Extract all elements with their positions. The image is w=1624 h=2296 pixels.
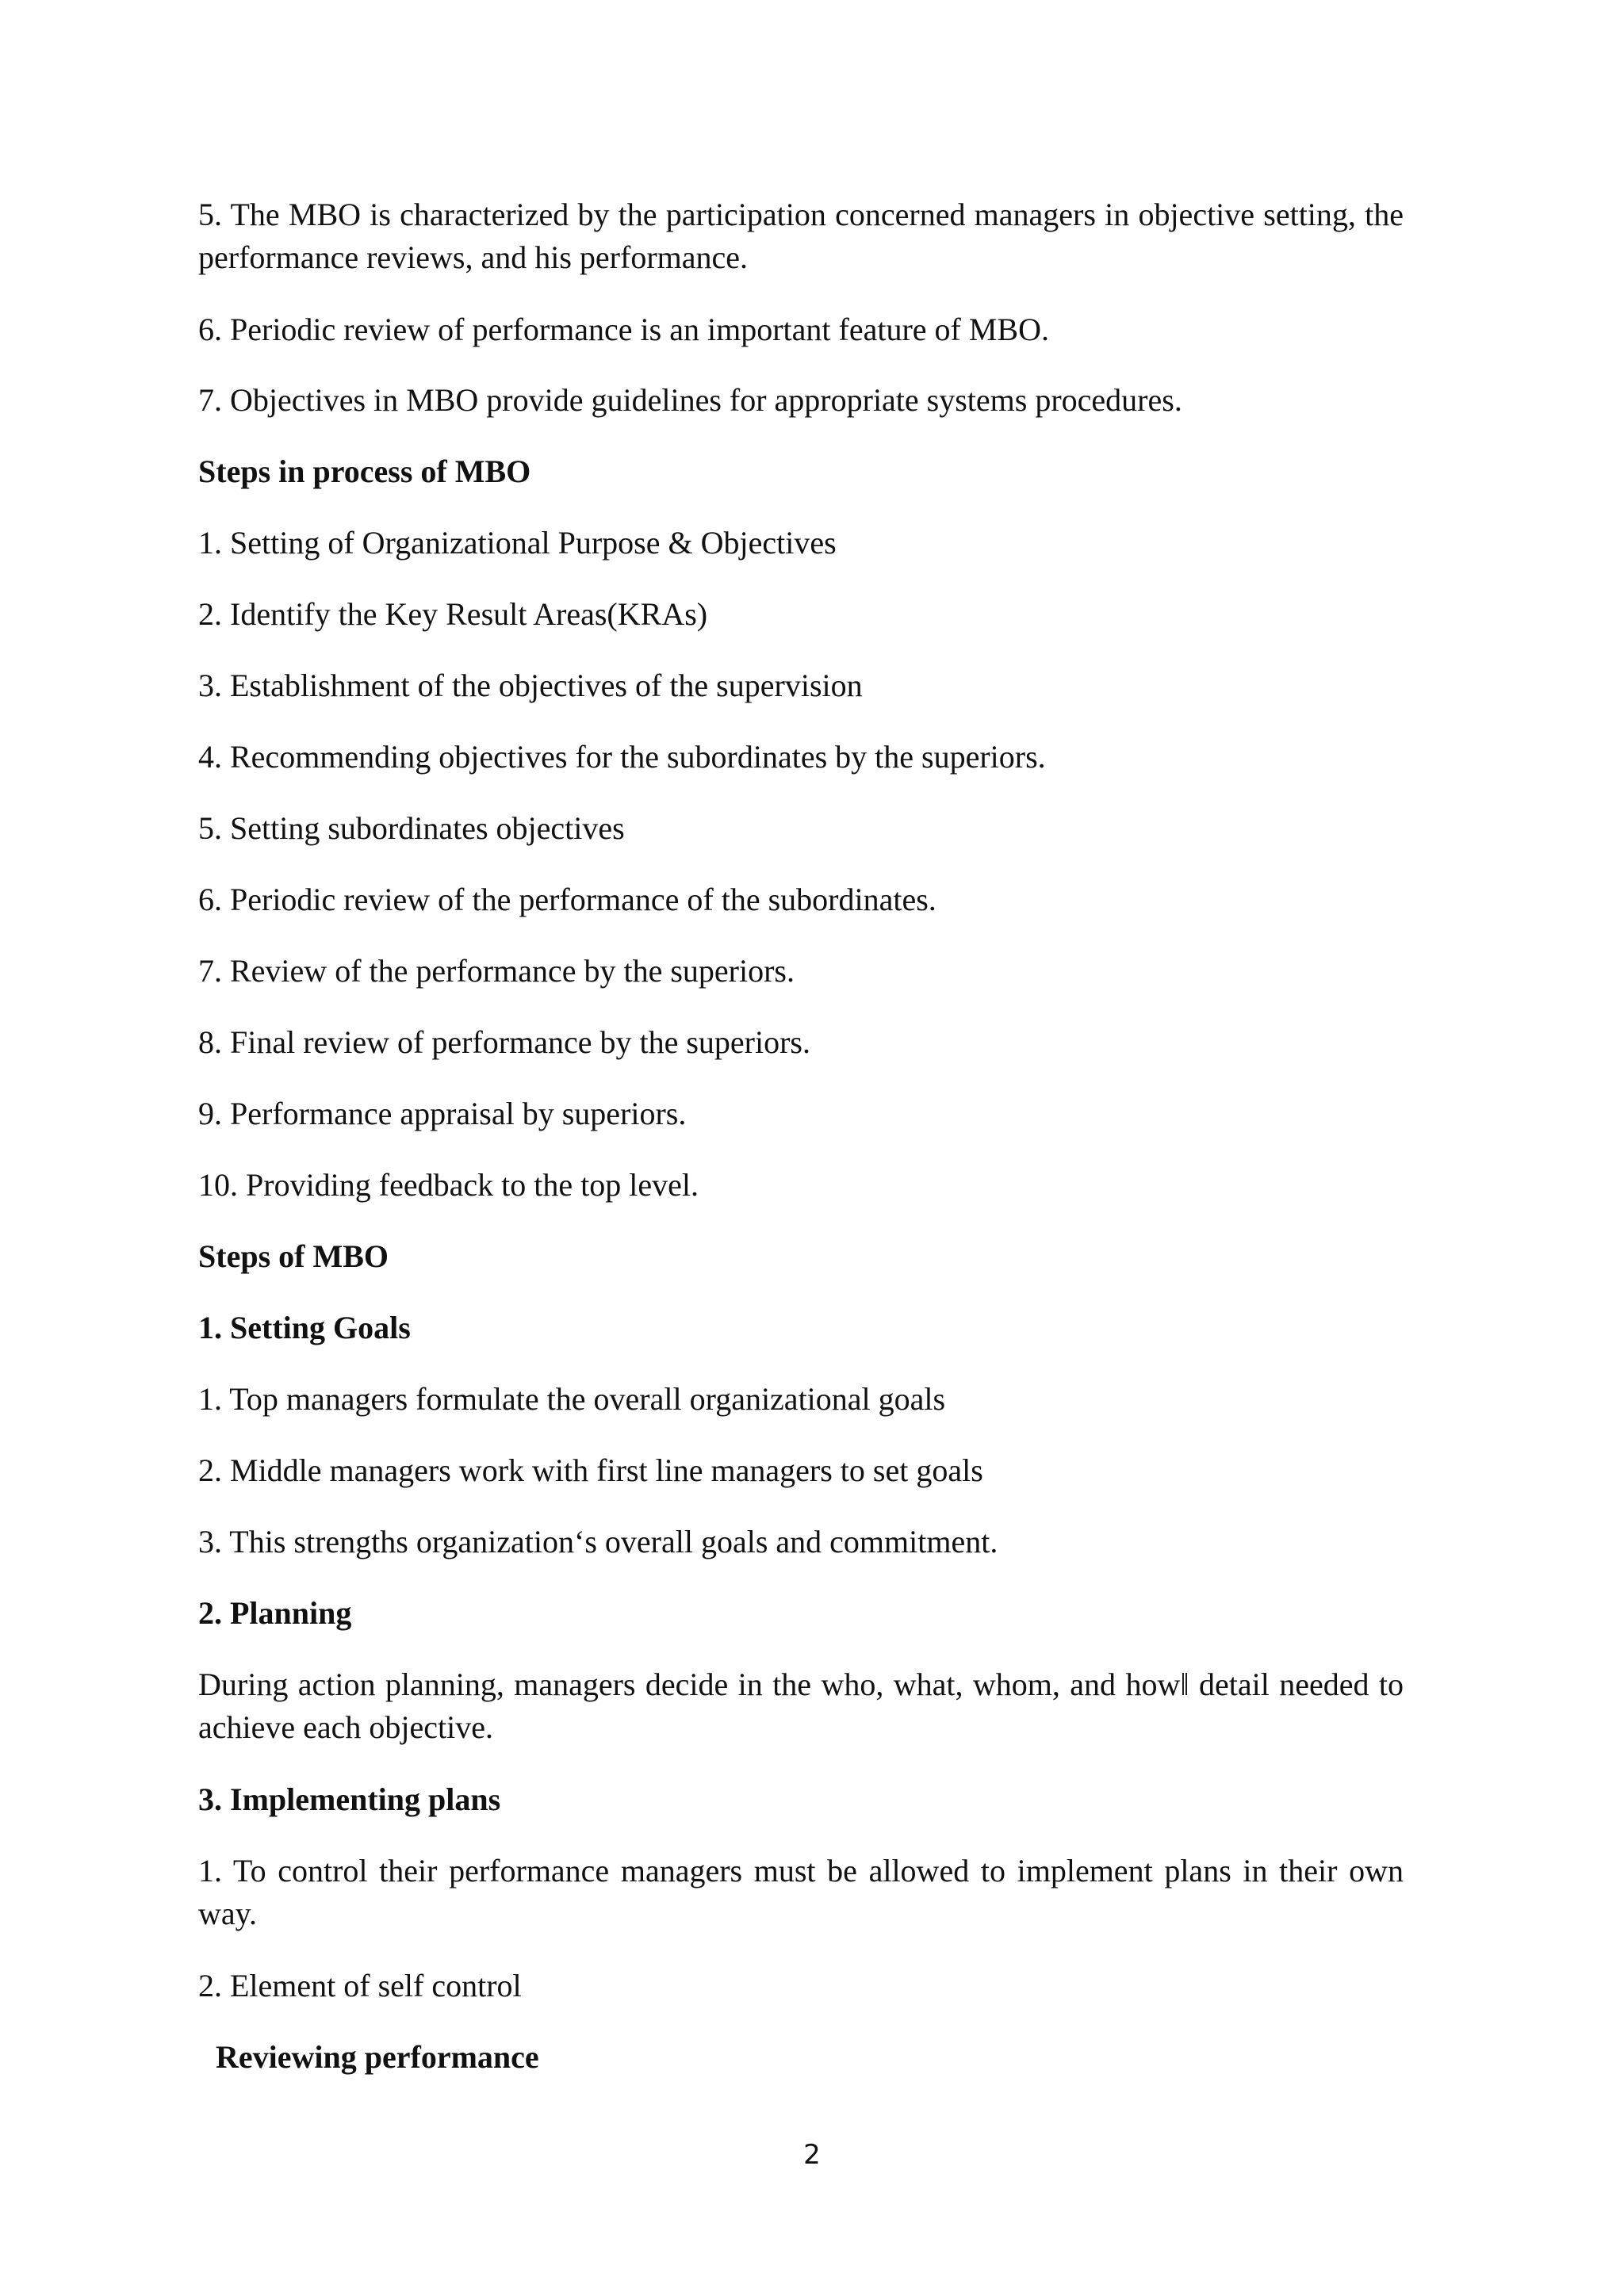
- process-step: 6. Periodic review of the performance of the subordinates.: [198, 882, 936, 917]
- setting-goals-item: 2. Middle managers work with first line managers to set goals: [198, 1452, 983, 1488]
- planning-heading: 2. Planning: [198, 1595, 352, 1631]
- process-step: 9. Performance appraisal by superiors.: [198, 1096, 687, 1131]
- setting-goals-item: 1. Top managers formulate the overall organizational goals: [198, 1381, 946, 1417]
- process-step: 10. Providing feedback to the top level.: [198, 1167, 699, 1203]
- process-step: 1. Setting of Organizational Purpose & Objectives: [198, 525, 837, 561]
- intro-point-5: 5. The MBO is characterized by the participation concerned managers in objective setting, the performance reviews, and his performance.: [198, 197, 1404, 275]
- implementing-item: 2. Element of self control: [198, 1968, 522, 2003]
- process-step: 5. Setting subordinates objectives: [198, 810, 625, 846]
- steps-of-mbo-heading: Steps of MBO: [198, 1238, 389, 1274]
- implementing-heading: 3. Implementing plans: [198, 1781, 501, 1817]
- intro-point-7: 7. Objectives in MBO provide guidelines for appropriate systems procedures.: [198, 382, 1182, 418]
- process-step: 3. Establishment of the objectives of the supervision: [198, 668, 863, 703]
- planning-text: During action planning, managers decide in the who, what, whom, and how‖ detail needed to achieve each objective.: [198, 1667, 1404, 1745]
- implementing-item: 1. To control their performance managers must be allowed to implement plans in their own way.: [198, 1853, 1404, 1931]
- intro-point-6: 6. Periodic review of performance is an important feature of MBO.: [198, 312, 1049, 347]
- page-number: 2: [803, 2139, 821, 2171]
- process-step: 4. Recommending objectives for the subordinates by the superiors.: [198, 739, 1046, 775]
- setting-goals-heading: 1. Setting Goals: [198, 1310, 411, 1345]
- process-heading: Steps in process of MBO: [198, 453, 531, 489]
- process-step: 2. Identify the Key Result Areas(KRAs): [198, 596, 708, 632]
- setting-goals-item: 3. This strengths organization‘s overall goals and commitment.: [198, 1524, 998, 1559]
- process-step: 7. Review of the performance by the superiors.: [198, 953, 795, 989]
- process-step: 8. Final review of performance by the superiors.: [198, 1024, 810, 1060]
- reviewing-heading: Reviewing performance: [216, 2039, 539, 2075]
